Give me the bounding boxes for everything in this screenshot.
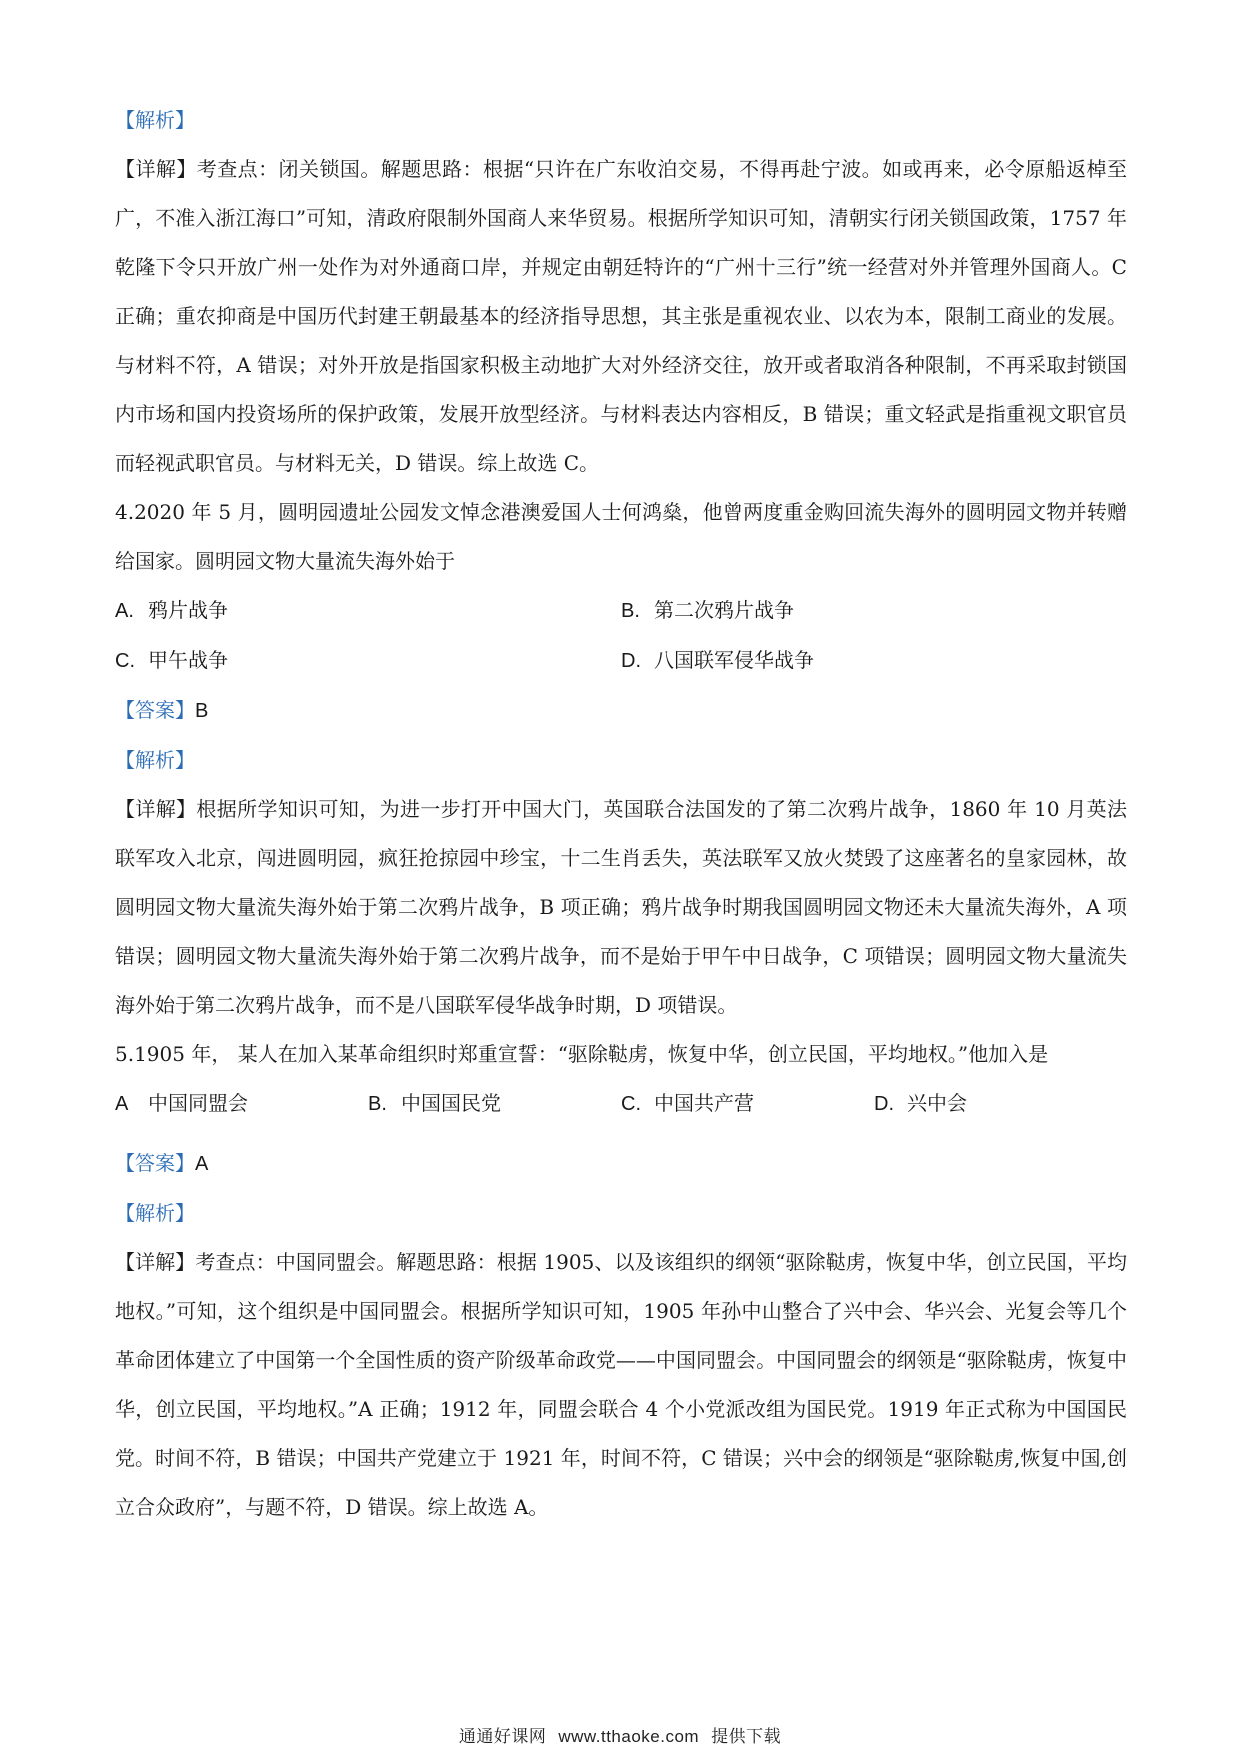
footer-site-name: 通通好课网: [458, 1727, 547, 1746]
q5-analysis-heading: [115, 1189, 1127, 1238]
q4-option-c: [115, 636, 621, 686]
analysis-label: 【解析】: [115, 108, 195, 132]
option-letter: B.: [621, 600, 640, 622]
detail-label: 【详解】: [115, 1250, 196, 1274]
q3-detail-text: 考查点：闭关锁国。解题思路：根据“只许在广东收泊交易，不得再赴宁波。如或再来，必令原船返棹至广，不准入浙江海口”可知，清政府限制外国商人来华贸易。根据所学知识可知，清朝实行闭关锁国政策，1757 年乾隆下令只开放广州一处作为对外通商口岸，并规定由朝廷特许的“广州十三行”统一经营对外并管理外国商人。C 正确；重农抑商是中国历代封建王朝最基本的经济指导思想，其主张是重视农业、以农为本，限制工商业的发展。与材料不符，A 错误；对外开放是指国家积极主动地扩大对外经济交往，放开或者取消各种限制，不再采取封锁国内市场和国内投资场所的保护政策，发展开放型经济。与材料表达内容相反，B 错误；重文轻武是指重视文职官员而轻视武职官员。与材料无关，D 错误。综上故选 C。: [115, 157, 1127, 475]
option-letter: C.: [115, 650, 135, 672]
footer-url[interactable]: www.tthaoke.com: [558, 1727, 700, 1746]
q5-answer: [115, 1139, 1127, 1189]
q5-detail-paragraph: [115, 1238, 1127, 1532]
option-text: 中国同盟会: [148, 1091, 248, 1115]
option-letter: A: [115, 1093, 129, 1115]
q4-stem: 4.2020 年 5 月，圆明园遗址公园发文悼念港澳爱国人士何鸿燊，他曾两度重金购回流失海外的圆明园文物并转赠给国家。圆明园文物大量流失海外始于: [115, 500, 1127, 573]
q4-answer: [115, 686, 1127, 736]
q4-option-d: [621, 636, 1127, 686]
q5-stem: 5.1905 年， 某人在加入某革命组织时郑重宣誓：“驱除鞑虏，恢复中华，创立民国，平均地权。”他加入是: [115, 1042, 1049, 1066]
answer-label: 【答案】: [115, 698, 195, 722]
q4-detail-paragraph: [115, 785, 1127, 1030]
q4-option-b: [621, 586, 1127, 636]
q3-analysis-heading: [115, 96, 1127, 145]
spacer: [115, 1129, 1127, 1139]
option-letter: C.: [621, 1093, 641, 1115]
detail-label: 【详解】: [115, 797, 197, 821]
analysis-label: 【解析】: [115, 748, 195, 772]
option-letter: D.: [874, 1093, 894, 1115]
page-footer: [0, 1722, 1240, 1747]
document-page: [115, 96, 1127, 1532]
answer-label: 【答案】: [115, 1151, 195, 1175]
q4-answer-value: B: [195, 700, 209, 722]
q5-option-b: [368, 1079, 621, 1129]
option-text: 兴中会: [907, 1091, 967, 1115]
detail-label: 【详解】: [115, 157, 197, 181]
q5-option-c: [621, 1079, 874, 1129]
option-letter: D.: [621, 650, 641, 672]
q4-analysis-heading: [115, 736, 1127, 785]
analysis-label: 【解析】: [115, 1201, 195, 1225]
q4-option-a: [115, 586, 621, 636]
q4-options: [115, 586, 1127, 686]
option-text: 甲午战争: [148, 648, 228, 672]
option-letter: A.: [115, 600, 134, 622]
q5-option-d: [874, 1079, 1127, 1129]
q5-option-a: [115, 1079, 368, 1129]
q5-answer-value: A: [195, 1153, 209, 1175]
option-text: 鸦片战争: [148, 598, 228, 622]
q4-detail-text: 根据所学知识可知，为进一步打开中国大门，英国联合法国发的了第二次鸦片战争，1860 年 10 月英法联军攻入北京，闯进圆明园，疯狂抢掠园中珍宝，十二生肖丢失，英法联军又放火焚毁了这座著名的皇家园林，故圆明园文物大量流失海外始于第二次鸦片战争，B 项正确；鸦片战争时期我国圆明园文物还未大量流失海外，A 项错误；圆明园文物大量流失海外始于第二次鸦片战争，而不是始于甲午中日战争，C 项错误；圆明园文物大量流失海外始于第二次鸦片战争，而不是八国联军侵华战争时期，D 项错误。: [115, 797, 1128, 1017]
q3-detail-paragraph: [115, 145, 1127, 488]
footer-action: 提供下载: [711, 1727, 782, 1746]
option-text: 中国国民党: [401, 1091, 501, 1115]
q5-options: [115, 1079, 1127, 1129]
option-letter: B.: [368, 1093, 387, 1115]
option-text: 八国联军侵华战争: [654, 648, 814, 672]
option-text: 中国共产营: [654, 1091, 754, 1115]
q5-detail-text: 考查点：中国同盟会。解题思路：根据 1905、以及该组织的纲领“驱除鞑虏，恢复中华，创立民国，平均地权。”可知，这个组织是中国同盟会。根据所学知识可知，1905 年孙中山整合了兴中会、华兴会、光复会等几个革命团体建立了中国第一个全国性质的资产阶级革命政党——中国同盟会。中国同盟会的纲领是“驱除鞑虏，恢复中华，创立民国，平均地权。”A 正确；1912 年，同盟会联合 4 个小党派改组为国民党。1919 年正式称为中国国民党。时间不符，B 错误；中国共产党建立于 1921 年，时间不符，C 错误；兴中会的纲领是“驱除鞑虏,恢复中国,创立合众政府”，与题不符，D 错误。综上故选 A。: [115, 1250, 1128, 1519]
option-text: 第二次鸦片战争: [654, 598, 794, 622]
